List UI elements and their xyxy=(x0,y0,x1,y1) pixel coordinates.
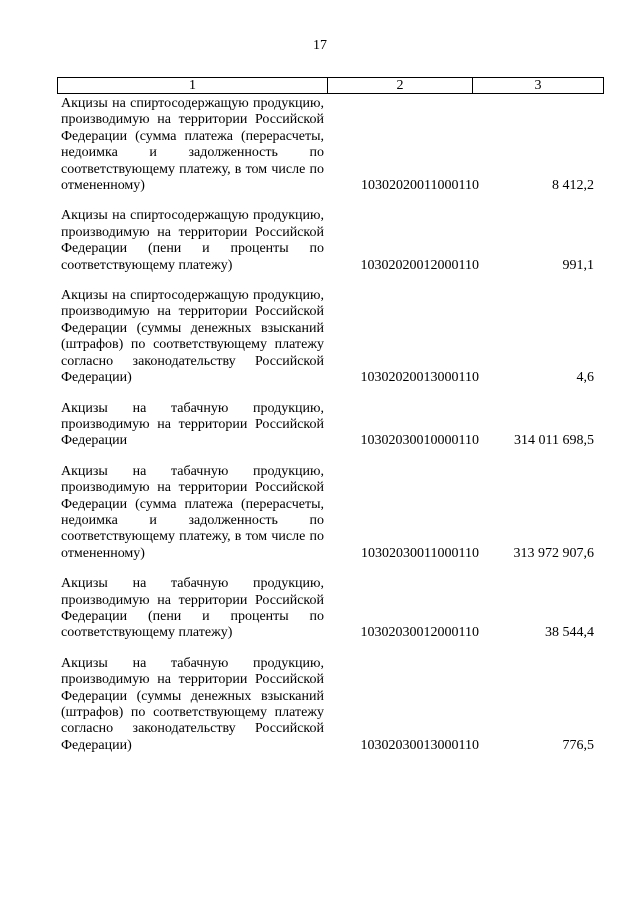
table-body xyxy=(57,96,603,768)
row-code: 10302020013000110 xyxy=(360,370,479,386)
page-number: 17 xyxy=(313,38,327,53)
row-description: Акцизы на табачную продукцию, производимую на территории Российской Федерации (суммы денежных взысканий (штрафов) по соответствующему платежу согласно законодательству Российской Федерации) xyxy=(61,655,324,753)
table-row xyxy=(57,576,603,642)
row-amount: 991,1 xyxy=(562,257,594,273)
row-amount: 8 412,2 xyxy=(552,178,594,194)
row-code: 10302030010000110 xyxy=(360,433,479,449)
row-amount: 776,5 xyxy=(562,737,594,753)
row-code: 10302020011000110 xyxy=(361,178,479,194)
row-description: Акцизы на спиртосодержащую продукцию, производимую на территории Российской Федерации (пени и проценты по соответствующему платежу) xyxy=(61,208,324,273)
table-header xyxy=(57,77,604,94)
table-row xyxy=(57,401,603,450)
row-amount: 4,6 xyxy=(576,370,594,386)
row-description: Акцизы на спиртосодержащую продукцию, производимую на территории Российской Федерации (сумма платежа (перерасчеты, недоимка и задолженность по соответствующему платежу, в том числе по отмененному) xyxy=(61,96,324,194)
table-row xyxy=(57,288,603,386)
row-code: 10302020012000110 xyxy=(360,257,479,273)
header-col-3: 3 xyxy=(473,78,604,94)
table-row xyxy=(57,96,603,194)
header-col-1: 1 xyxy=(58,78,328,94)
header-col-2: 2 xyxy=(328,78,473,94)
table-row xyxy=(57,208,603,274)
row-description: Акцизы на табачную продукцию, производимую на территории Российской Федерации (сумма платежа (перерасчеты, недоимка и задолженность по соответствующему платежу, в том числе по отмененному) xyxy=(61,463,324,561)
header-row xyxy=(58,78,604,94)
row-description: Акцизы на табачную продукцию, производимую на территории Российской Федерации xyxy=(61,400,324,449)
row-description: Акцизы на спиртосодержащую продукцию, производимую на территории Российской Федерации (суммы денежных взысканий (штрафов) по соответствующему платежу согласно законодательству Российской Федерации) xyxy=(61,288,324,386)
row-code: 10302030013000110 xyxy=(360,737,479,753)
row-amount: 38 544,4 xyxy=(545,625,594,641)
table-row xyxy=(57,464,603,562)
row-amount: 313 972 907,6 xyxy=(513,545,594,561)
row-description: Акцизы на табачную продукцию, производимую на территории Российской Федерации (пени и проценты по соответствующему платежу) xyxy=(61,576,324,641)
row-amount: 314 011 698,5 xyxy=(514,433,594,449)
table-row xyxy=(57,656,603,754)
row-code: 10302030012000110 xyxy=(360,625,479,641)
row-code: 10302030011000110 xyxy=(361,545,479,561)
